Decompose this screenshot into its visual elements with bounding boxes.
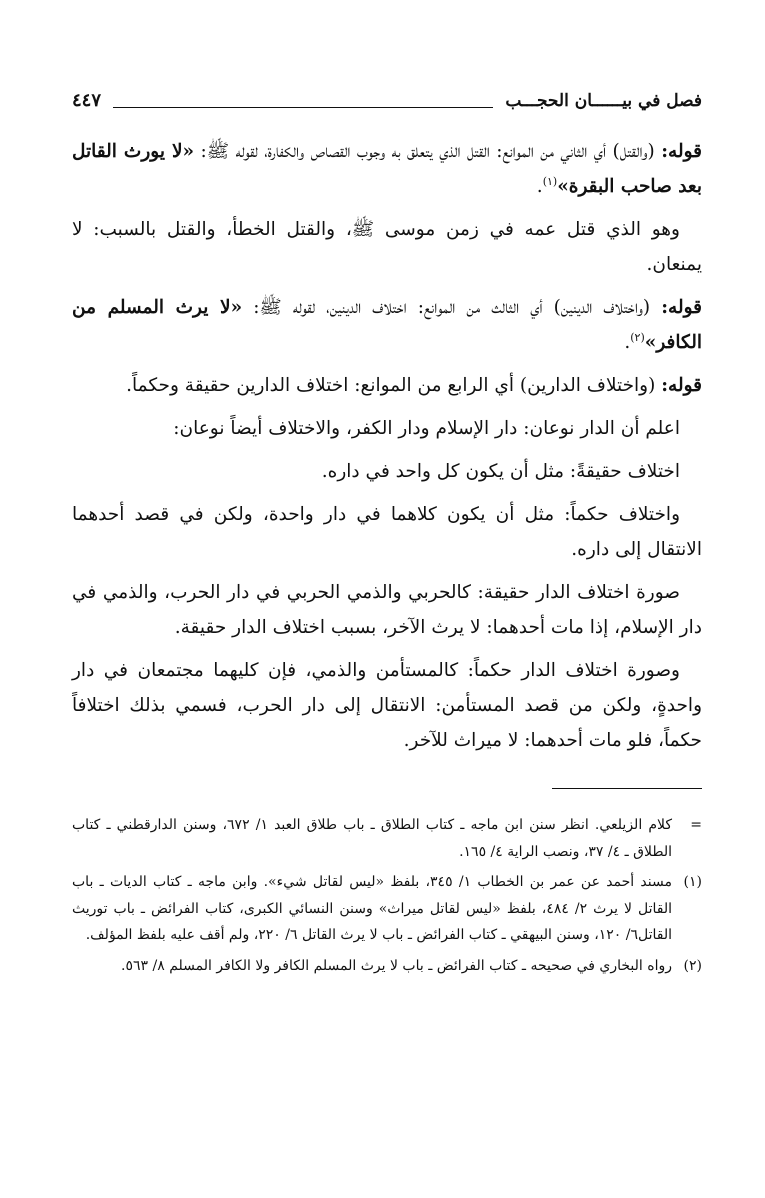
page-number: ٤٤٧ [72, 90, 102, 111]
paragraph-5 [72, 411, 702, 446]
header-rule [113, 107, 493, 108]
footnote-text: كلام الزيلعي. انظر سنن ابن ماجه ـ كتاب الطلاق ـ باب طلاق العبد ١/ ٦٧٢، وسنن الدارقطني ـ كتاب الطلاق ـ ٤/ ٣٧، ونصب الراية ٤/ ١٦٥. [72, 817, 673, 860]
header-title: فصل في بيــــــان الحجـــب [505, 91, 702, 111]
hadith-quote: «لا يورث القاتل بعد صاحب البقرة» [72, 141, 702, 197]
paragraph-text: (واختلاف الدارين) أي الرابع من الموانع: اختلاف الدارين حقيقة وحكماً. [126, 375, 662, 396]
lead-word: قوله: [661, 141, 702, 162]
document-page [72, 82, 702, 1162]
paragraph-6 [72, 454, 702, 489]
footnote-text: مسند أحمد عن عمر بن الخطاب ١/ ٣٤٥، بلفظ «ليس لقاتل شيء». وابن ماجه ـ كتاب الديات ـ باب القاتل لا يرث ٢/ ٤٨٤، بلفظ «ليس لقاتل ميراث» وسنن النسائي الكبرى، كتاب الفرائض ـ باب توريث القاتل٦/ ١٢٠، وسنن البيهقي ـ كتاب الفرائض ـ باب لا يرث القاتل ٦/ ٢٢٠، ولم أقف عليه بلفظ المؤلف. [72, 874, 672, 943]
paragraph-text: صورة اختلاف الدار حقيقة: كالحربي والذمي الحربي في دار الحرب، والذمي في دار الإسلام، إذا مات أحدهما: لا يرث الآخر، بسبب اختلاف الدار حقيقة. [72, 582, 702, 638]
footnote-1 [72, 869, 702, 949]
footnote-mark: (٢) [683, 957, 702, 974]
footnote-mark: = [690, 817, 702, 833]
hadith-quote: «لا يرث المسلم من الكافر» [72, 297, 702, 353]
footnote-2 [72, 953, 702, 980]
paragraph-tail: . [536, 176, 543, 197]
paragraph-text: اختلاف حقيقةً: مثل أن يكون كل واحد في داره. [321, 461, 680, 482]
paragraph-2 [72, 212, 702, 282]
footnote-ref[interactable]: (١) [542, 174, 558, 188]
footnotes [72, 812, 702, 983]
footnote-text: رواه البخاري في صحيحه ـ كتاب الفرائض ـ باب لا يرث المسلم الكافر ولا الكافر المسلم ٨/ ٥٦٣. [121, 957, 672, 974]
lead-word: قوله: [661, 297, 702, 318]
paragraph-text: (والقتل) أي الثاني من الموانع: القتل الذي يتعلق به وجوب القصاص والكفارة، لقوله ﷺ: [194, 141, 662, 162]
paragraph-7 [72, 497, 702, 567]
lead-word: قوله: [661, 375, 702, 396]
running-header [72, 82, 702, 112]
paragraph-8 [72, 575, 702, 645]
paragraph-text: وهو الذي قتل عمه في زمن موسى ﷺ، والقتل الخطأ، والقتل بالسبب: لا يمنعان. [72, 219, 702, 275]
paragraph-4 [72, 368, 702, 403]
footnote-continued [72, 812, 702, 865]
paragraph-9 [72, 653, 702, 758]
main-text [72, 134, 702, 758]
paragraph-text: واختلاف حكماً: مثل أن يكون كلاهما في دار واحدة، ولكن في قصد أحدهما الانتقال إلى داره. [72, 504, 702, 560]
footnote-mark: (١) [683, 874, 702, 890]
footnote-separator [552, 788, 702, 789]
paragraph-3 [72, 290, 702, 360]
footnote-ref[interactable]: (٢) [630, 330, 645, 344]
paragraph-text: وصورة اختلاف الدار حكماً: كالمستأمن والذمي، فإن كليهما مجتمعان في دار واحدةٍ، ولكن من قصد المستأمن: الانتقال إلى دار الحرب، فسمي بذلك اختلافاً حكماً، فلو مات أحدهما: لا ميراث للآخر. [72, 660, 702, 751]
paragraph-tail: . [624, 332, 631, 353]
paragraph-text: اعلم أن الدار نوعان: دار الإسلام ودار الكفر، والاختلاف أيضاً نوعان: [173, 418, 680, 439]
paragraph-1 [72, 134, 702, 204]
paragraph-text: (واختلاف الدينين) أي الثالث من الموانع: اختلاف الدينين، لقوله ﷺ: [242, 297, 662, 318]
